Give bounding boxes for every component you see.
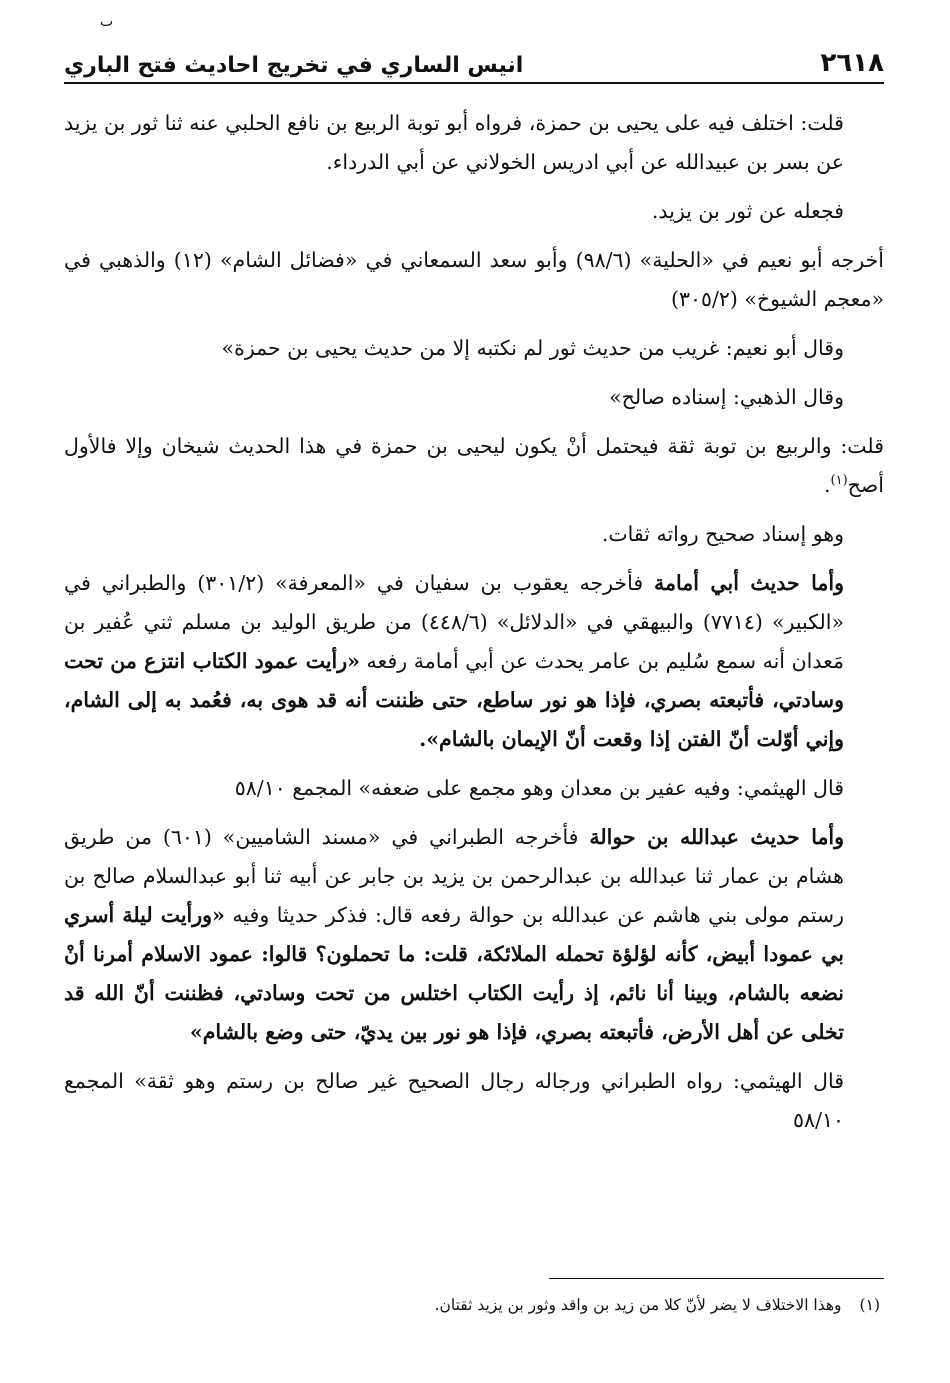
paragraph-text: أخرجه أبو نعيم في «الحلية» (٩٨/٦) وأبو سعد السمعاني في «فضائل الشام» (١٢) والذهبي في «معجم الشيوخ» (٣٠٥/٢) [64, 248, 885, 311]
paragraph-text: قال الهيثمي: وفيه عفير بن معدان وهو مجمع على ضعفه» المجمع ٥٨/١٠ [234, 776, 844, 800]
paragraph-text: قال الهيثمي: رواه الطبراني ورجاله رجال الصحيح غير صالح بن رستم وهو ثقة» المجمع ٥٨/١٠ [64, 1069, 844, 1132]
margin-tick-mark: ٮ [100, 14, 114, 30]
paragraph-qala-abu-nuaym [64, 329, 884, 368]
paragraph-qala-al-haythami-1 [64, 769, 884, 808]
paragraph-text: فأخرجه يعقوب بن سفيان في «المعرفة» (٣٠١/٢) والطبراني في «الكبير» (٧٧١٤) والبيهقي في «الدلائل» (٤٤٨/٦) من طريق الوليد بن مسلم ثني عُفير بن مَعدان أنه سمع سُليم بن عامر يحدث عن أبي أمامة رفعه [64, 571, 845, 673]
footnote-reference[interactable]: (١) [830, 473, 848, 489]
hadith-matn: «ورأيت ليلة أسري بي عمودا أبيض، كأنه لؤلؤة تحمله الملائكة، قلت: ما تحملون؟ قالوا: عمود الاسلام أمرنا أنْ نضعه بالشام، وبينا أنا نائم، إذ رأيت الكتاب اختلس من تحت وسادتي، فظننت أنّ الله قد تخلى عن أهل الأرض، فأتبعته بصري، فإذا هو نور بين يديّ، حتى وضع بالشام» [64, 903, 844, 1044]
paragraph-text: وقال الذهبي: إسناده صالح» [609, 385, 844, 409]
paragraph-tail: . [823, 473, 831, 497]
footnote-marker: (١) [859, 1296, 880, 1314]
paragraph-qultu-ikhtalafa [64, 104, 884, 182]
paragraph-qala-adh-dhahabi [64, 378, 884, 417]
paragraph-qala-al-haythami-2 [64, 1062, 884, 1140]
paragraph-fajaalahu [64, 192, 884, 231]
main-text [64, 104, 884, 1150]
hadith-matn: «رأيت عمود الكتاب انتزع من تحت وسادتي، فأتبعته بصري، فإذا هو نور ساطع، حتى ظننت أنه قد هوى به، فعُمد به إلى الشام، وإني أوّلت أنّ الفتن إذا وقعت أنّ الإيمان بالشام». [64, 649, 844, 751]
bold-heading: وأما حديث عبدالله بن حوالة [589, 825, 845, 849]
footnote-divider [549, 1278, 884, 1279]
footnote-text: وهذا الاختلاف لا يضر لأنّ كلا من زيد بن واقد وثور بن يزيد ثقتان. [434, 1296, 842, 1314]
bold-heading: وأما حديث أبي أمامة [654, 571, 844, 595]
paragraph-qultu-ar-rabi [64, 427, 884, 505]
paragraph-akhrajahu-abu-nuaym [64, 241, 884, 319]
page-header [64, 40, 884, 84]
paragraph-hadith-ibn-hawala [64, 818, 884, 1052]
paragraph-text: فأخرجه الطبراني في «مسند الشاميين» (٦٠١) من طريق هشام بن عمار ثنا عبدالله بن عبدالرحمن بن يزيد بن جابر عن أبيه ثنا أبو عبدالسلام صالح بن رستم مولى بني هاشم عن عبدالله بن حوالة رفعه قال: فذكر حديثا وفيه [64, 825, 844, 927]
footnote [64, 1292, 880, 1318]
paragraph-text: وقال أبو نعيم: غريب من حديث ثور لم نكتبه إلا من حديث يحيى بن حمزة» [221, 336, 844, 360]
running-title: انيس الساري في تخريج احاديث فتح الباري [64, 53, 524, 78]
paragraph-text: قلت: اختلف فيه على يحيى بن حمزة، فرواه أبو توبة الربيع بن نافع الحلبي عنه ثنا ثور بن يزيد عن بسر بن عبيدالله عن أبي ادريس الخولاني عن أبي الدرداء. [64, 111, 844, 174]
page-number: ٢٦١٨ [820, 48, 884, 78]
paragraph-hadith-abi-umama [64, 564, 884, 759]
paragraph-isnad-sahih [64, 515, 884, 554]
paragraph-text: فجعله عن ثور بن يزيد. [651, 199, 844, 223]
paragraph-text: قلت: والربيع بن توبة ثقة فيحتمل أنْ يكون ليحيى بن حمزة في هذا الحديث شيخان وإلا فالأول أصح [64, 434, 884, 497]
paragraph-text: وهو إسناد صحيح رواته ثقات. [601, 522, 844, 546]
